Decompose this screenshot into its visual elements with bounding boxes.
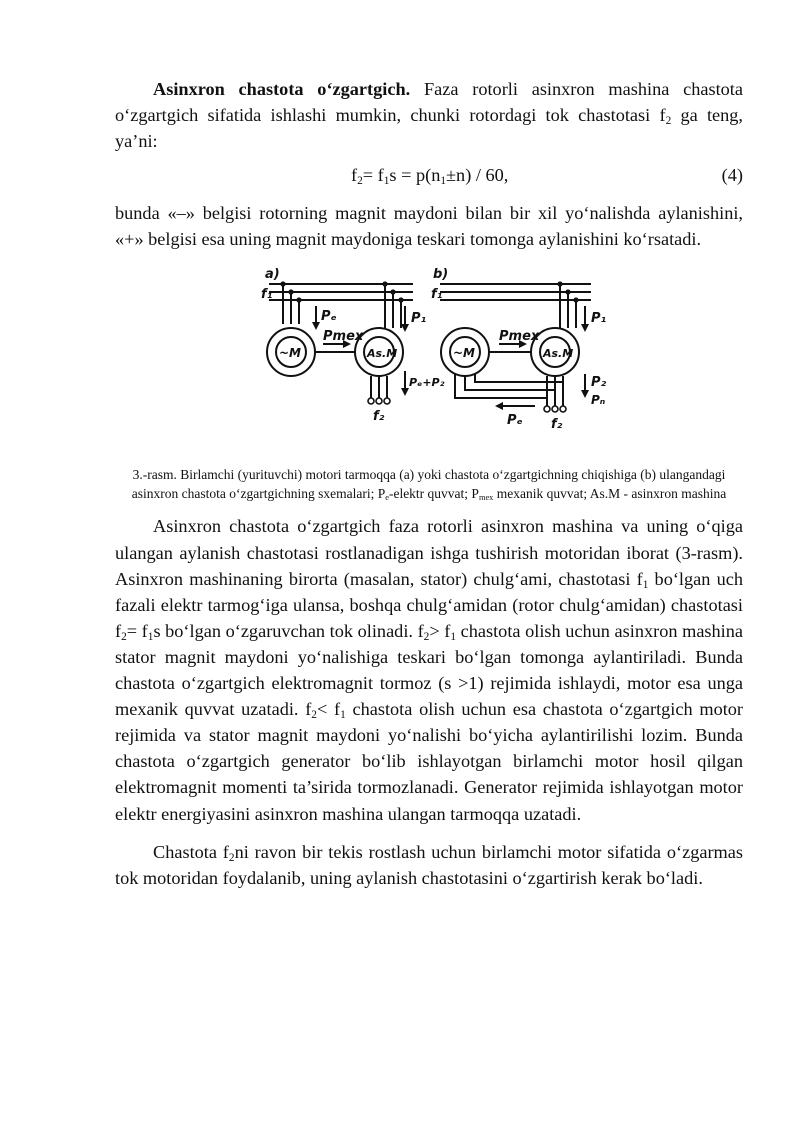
formula-expression: $f_2= f_1s = p(n_1\pm n) / 60$, <box>351 165 509 188</box>
figure-caption: 3.-rasm. Birlamchi (yurituvchi) motori tarmoqqa (a) yoki chastota o‘zgartgichning chiqishiga (b) ulangandagi asinxron chastota o‘zgartgichning sxemalari; $P_e$-elektr quvvat; $P_{mex}$ mexanik quvvat; As.M - asinxron mashina <box>131 467 727 503</box>
formula-4 <box>115 162 743 200</box>
label-pe-p2-a: Pₑ+P₂ <box>409 376 445 390</box>
paragraph-sign-explanation: bunda «–» belgisi rotorning magnit maydoni bilan bir xil yo‘nalishda aylanishini, «+» belgisi esa uning magnit maydoniga teskari tomonga aylanishini ko‘rsatadi. <box>115 203 743 250</box>
label-pe-a: Pₑ <box>321 309 337 325</box>
label-f2-b: f₂ <box>551 417 563 433</box>
label-pe-b: Pₑ <box>507 413 523 429</box>
asm-label-b: As.M <box>543 347 574 361</box>
formula-number: (4) <box>721 165 743 186</box>
paragraph-description: Asinxron chastota o‘zgartgich faza rotorli asinxron mashina va uning o‘qiga ulangan aylanish chastotasi rostlanadigan ishga tushirish motoridan iborat (3-rasm). Asinxron mashinaning birorta (masalan, stator) chulg‘ami, chastotasi $f_1$ bo‘lgan uch fazali elektr tarmog‘iga ulansa, boshqa chulg‘amidan (rotor chulg‘amidan) chastotasi $f_2= f_1s$ bo‘lgan o‘zgaruvchan tok olinadi. $f_2> f_1$ chastota olish uchun asinxron mashina stator magnit maydoni yo‘nalishiga teskari bo‘lgan tomonga aylantiriladi. Bunda chastota o‘zgartgich elektromagnit tormoz (s >1) rejimida ishlaydi, motor esa unga mexanik quvvat uzatadi. $f_2< f_1$ chastota olish uchun esa chastota o‘zgartgich motor rejimida va stator magnit maydoni yo‘nalishi bo‘yicha aylantirilishi lozim. Bunda chastota o‘zgartgich generator bo‘lib ishlayotgan birlamchi motor hosil qilgan elektromagnit momenti ta’sirida tormozlanadi. Generator rejimida ishlayotgan motor elektr energiyasini asinxron mashina ulangan tarmoqqa uzatadi. <box>115 516 744 824</box>
motor-label-b: ~M <box>453 346 475 361</box>
figure-3 <box>115 266 743 456</box>
page <box>115 76 743 891</box>
section-heading: Asinxron chastota o‘zgartgich. <box>153 79 411 99</box>
label-f1-a: f₁ <box>261 287 273 303</box>
paragraph-intro: Asinxron chastota o‘zgartgich. Faza rotorli asinxron mashina chastota o‘zgartgich sifatida ishlashi mumkin, chunki rotordagi tok chastotasi $f_2$ ga teng, ya’ni: <box>115 79 743 152</box>
label-pn-b: Pₙ <box>591 393 606 408</box>
label-a: a) <box>265 267 280 283</box>
label-f2-a: f₂ <box>373 409 385 425</box>
label-p1-b: P₁ <box>591 311 607 327</box>
label-f1-b: f₁ <box>431 287 443 303</box>
label-pmex-a: Pmex <box>323 329 364 345</box>
label-p2-b: P₂ <box>591 375 607 391</box>
paragraph-conclusion: Chastota $f_2ni$ ravon bir tekis rostlash uchun birlamchi motor sifatida o‘zgarmas tok motoridan foydalanib, uning aylanish chastotasini o‘zgartirish kerak bo‘ladi. <box>115 841 743 888</box>
label-p1-a: P₁ <box>411 311 427 327</box>
motor-label-a: ~M <box>279 346 301 361</box>
label-pmex-b: Pmex <box>499 329 540 345</box>
label-b: b) <box>433 267 449 283</box>
asm-label-a: As.M <box>367 347 398 361</box>
circuit-diagram <box>115 266 743 456</box>
